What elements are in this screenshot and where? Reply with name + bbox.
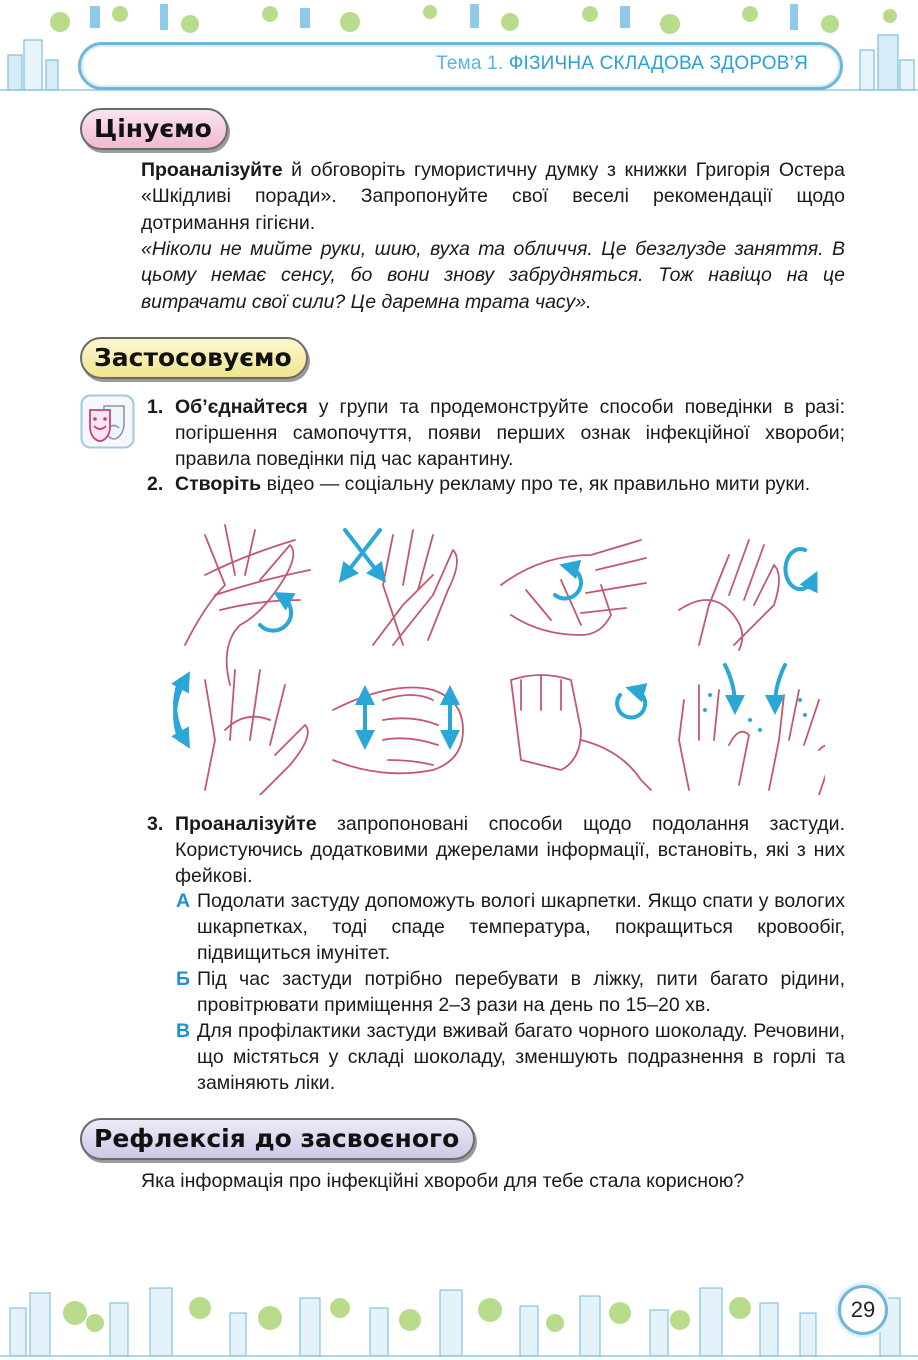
option-a xyxy=(176,888,845,966)
task-2 xyxy=(147,471,845,497)
hand-step-5 xyxy=(205,670,308,795)
option-letter: Б xyxy=(176,968,191,990)
task-3-text: запропоновані способи щодо подолання застуди. Користуючись додатковими джерелами інформації, встановіть, які з них фейкові. xyxy=(175,813,845,887)
option-text: Подолати застуду допоможуть вологі шкарпетки. Якщо спати у вологих шкарпетках, тоді спаде температура, покращиться кровообіг, підвищиться імунітет. xyxy=(197,890,845,964)
task-2-text: відео — соціальну рекламу про те, як правильно мити руки. xyxy=(261,473,811,495)
option-text: Під час застуди потрібно перебувати в ліжку, пити багато рідини, провітрювати приміщення 2–3 рази на день по 15–20 хв. xyxy=(197,968,845,1016)
section-title-apply: Застосовуємо xyxy=(80,337,308,379)
hand-step-3 xyxy=(501,540,646,635)
task-1 xyxy=(147,394,845,472)
task-number: 3. xyxy=(147,813,164,835)
hand-step-2 xyxy=(373,530,457,645)
topic-title: ФІЗИЧНА СКЛАДОВА ЗДОРОВ’Я xyxy=(508,53,808,74)
task-3-bold: Проаналізуйте xyxy=(175,813,317,835)
quote-text: «Ніколи не мийте руки, шию, вуха та обличчя. Це безглузде заняття. В цьому немає сенсу, бо вони знову забрудняться. Тож навіщо на це витрачати свої сили? Це даремна трата часу». xyxy=(141,238,845,313)
handwashing-steps-illustration xyxy=(165,515,825,795)
page-number: 29 xyxy=(838,1285,888,1335)
task-number: 2. xyxy=(147,473,164,495)
option-b xyxy=(176,966,845,1018)
task-1-bold: Об’єднайтеся xyxy=(175,396,308,418)
hand-step-4 xyxy=(679,540,779,650)
option-text: Для профілактики застуди вживай багато чорного шоколаду. Речовини, що містяться у складі шоколаду, зменшують подразнення в горлі та заміняють ліки. xyxy=(197,1020,845,1094)
option-c xyxy=(176,1018,845,1096)
running-header xyxy=(436,53,808,75)
section-title-reflection: Рефлексія до засвоєного xyxy=(80,1118,475,1160)
task-3 xyxy=(147,811,845,889)
value-quote xyxy=(141,236,845,315)
option-letter: А xyxy=(176,890,191,912)
task-number: 1. xyxy=(147,396,164,418)
task-1-text: у групи та продемонструйте способи поведінки в разі: погіршення самопочуття, появи перших ознак інфекційної хвороби; правила поведінки під час карантину. xyxy=(175,396,845,470)
topic-number: Тема 1. xyxy=(436,53,504,74)
option-letter: В xyxy=(176,1020,191,1042)
theater-masks-icon xyxy=(80,394,135,449)
value-intro-bold: Проаналізуйте xyxy=(141,159,283,181)
task-2-bold: Створіть xyxy=(175,473,262,495)
hand-step-8 xyxy=(679,685,825,795)
hand-step-7 xyxy=(511,675,651,790)
hand-step-6 xyxy=(333,688,463,774)
value-intro-text: й обговоріть гумористичну думку з книжки Григорія Остера «Шкідливі поради». Запропонуйте свої веселі рекомендації щодо дотримання гігієни. xyxy=(141,159,845,234)
section-title-value: Цінуємо xyxy=(80,108,228,150)
reflection-question: Яка інформація про інфекційні хвороби для тебе стала корисною? xyxy=(141,1170,745,1192)
value-paragraph xyxy=(141,157,845,236)
footer-decoration xyxy=(0,1268,918,1360)
